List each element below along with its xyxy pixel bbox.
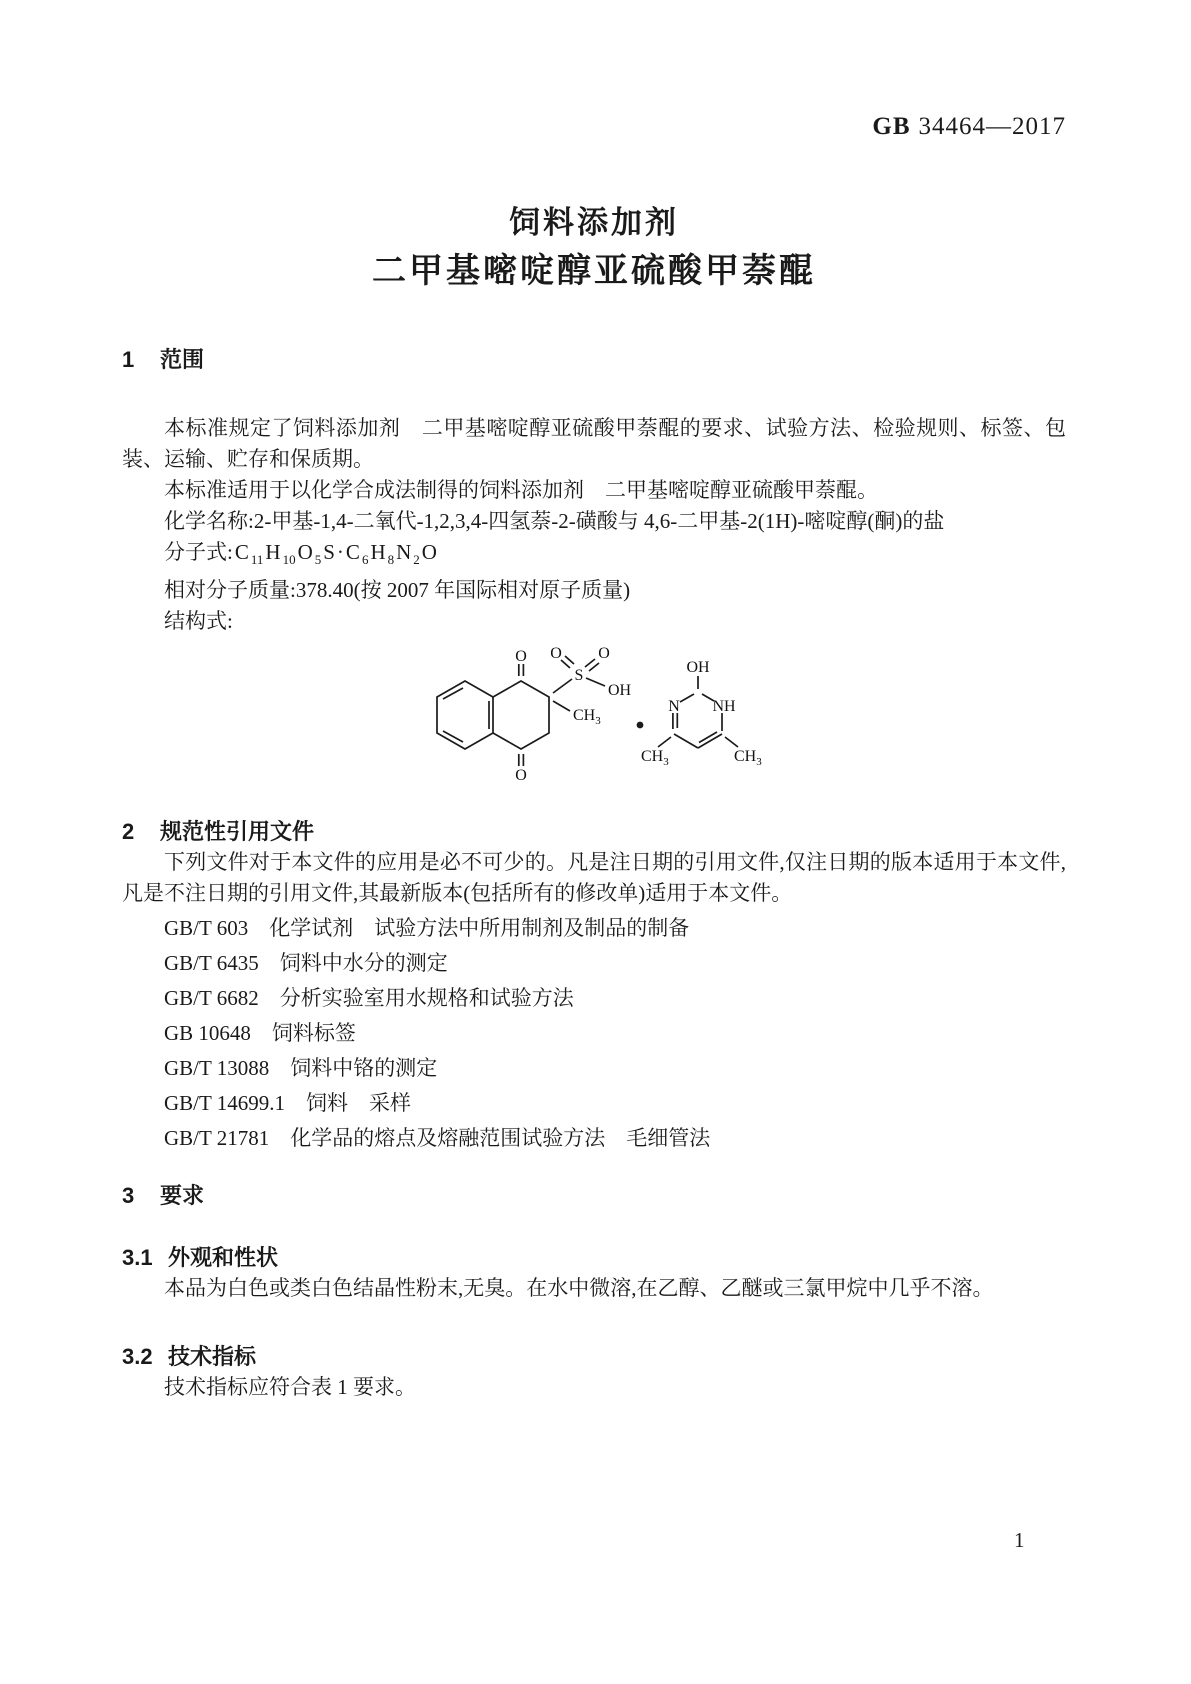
section-3-1-heading [122, 1243, 1066, 1273]
formula-element: H [265, 540, 281, 564]
reference-item: GB/T 21781 化学品的熔点及熔融范围试验方法 毛细管法 [164, 1126, 711, 1151]
formula-element: S [323, 540, 335, 564]
formula-subscript: 2 [413, 552, 420, 568]
s-o-right-double-a [585, 659, 595, 667]
formula-element: C [345, 540, 360, 564]
pyr-ch3-left-bond [658, 737, 671, 747]
pyr-bond-bottom-left [674, 734, 698, 748]
section-1-title: 范围 [160, 347, 205, 372]
formula-element: N [396, 540, 412, 564]
section-3-1-number: 3.1 [122, 1245, 153, 1271]
section-3-title: 要求 [160, 1183, 205, 1209]
reference-item: GB/T 13088 饲料中铬的测定 [164, 1056, 438, 1081]
formula-element: O [421, 540, 437, 564]
section-3-number: 3 [122, 1183, 135, 1209]
molecular-formula-line [122, 537, 1066, 575]
oxygen-label-right: O [598, 645, 610, 663]
s-oh-bond [586, 678, 605, 686]
benzene-ring [437, 681, 493, 749]
methyl-label-left: $CH_3$ [641, 748, 669, 769]
formula-element: · [336, 540, 344, 564]
scope-paragraph-2: 本标准适用于以化学合成法制得的饲料添加剂 二甲基嘧啶醇亚硫酸甲萘醌。 [164, 478, 878, 502]
chemical-structure-diagram [408, 645, 762, 795]
nh-label: NH [712, 698, 736, 716]
normative-references-intro: 下列文件对于本文件的应用是必不可少的。凡是注日期的引用文件,仅注日期的版本适用于本文件,凡是不注日期的引用文件,其最新版本(包括所有的修改单)适用于本文件。 [122, 850, 1066, 906]
formula-subscript: 10 [282, 552, 296, 568]
methyl-label-right: $CH_3$ [734, 748, 762, 769]
section-1-body [122, 413, 1066, 637]
benzene-double-2 [443, 731, 463, 742]
section-3-1-title: 外观和性状 [168, 1245, 279, 1271]
sulfur-label: S [574, 667, 584, 685]
document-title [122, 203, 1066, 293]
formula-subscript: 5 [314, 552, 322, 568]
formula-subscript: 8 [387, 552, 395, 568]
molecular-mass-line: 相对分子质量:378.40(按 2007 年国际相对原子质量) [164, 578, 631, 603]
reference-item: GB/T 14699.1 饲料 采样 [164, 1091, 411, 1116]
structure-svg [408, 645, 762, 795]
reference-item: GB/T 6682 分析实验室用水规格和试验方法 [164, 986, 574, 1011]
standard-code-number: 34464—2017 [918, 113, 1066, 140]
formula-subscript: 6 [361, 552, 369, 568]
reference-item: GB/T 6435 饲料中水分的测定 [164, 951, 448, 976]
section-1-heading [122, 345, 1066, 375]
scope-paragraph-1: 本标准规定了饲料添加剂 二甲基嘧啶醇亚硫酸甲萘醌的要求、试验方法、检验规则、标签、包装、运输、贮存和保质期。 [122, 416, 1066, 471]
benzene-double-1 [443, 688, 463, 699]
c2-s-bond [553, 679, 572, 693]
formula-subscript: 11 [250, 552, 264, 568]
section-2-title: 规范性引用文件 [160, 819, 315, 845]
structure-label: 结构式: [164, 609, 233, 634]
c2-ch3-bond [553, 701, 570, 711]
nitrogen-label: N [668, 698, 680, 716]
appearance-paragraph: 本品为白色或类白色结晶性粉末,无臭。在水中微溶,在乙醇、乙醚或三氯甲烷中几乎不溶。 [164, 1276, 994, 1301]
reference-list [122, 911, 1066, 1156]
reference-item: GB 10648 饲料标签 [164, 1021, 356, 1046]
pyr-double-bottom-right [699, 732, 717, 743]
formula-element: C [234, 540, 249, 564]
formula-element: O [297, 540, 313, 564]
hydroxyl-label: OH [608, 682, 632, 700]
formula-element: H [370, 540, 386, 564]
molecular-formula [234, 540, 439, 568]
formula-label: 分子式: [164, 540, 233, 564]
quinone-ring [493, 681, 549, 749]
oxygen-label-bottom: O [515, 767, 527, 785]
section-3-heading [122, 1181, 1066, 1211]
section-3-2-heading [122, 1342, 1066, 1372]
section-2-heading [122, 817, 1066, 847]
title-line-1: 饲料添加剂 [509, 205, 679, 240]
hydroxyl-label-pyrimidine: OH [686, 659, 710, 677]
title-line-2: 二甲基嘧啶醇亚硫酸甲萘醌 [372, 252, 816, 290]
section-3-2-title: 技术指标 [168, 1344, 257, 1370]
s-o-left-double-b [565, 656, 574, 664]
page-number: 1 [1014, 1528, 1025, 1552]
standard-code-prefix: GB [872, 113, 911, 140]
technical-index-paragraph: 技术指标应符合表 1 要求。 [164, 1375, 416, 1400]
oxygen-label-top: O [515, 648, 527, 666]
section-3-2-number: 3.2 [122, 1344, 153, 1370]
chemical-name-line: 化学名称:2-甲基-1,4-二氧代-1,2,3,4-四氢萘-2-磺酸与 4,6-二甲基-2(1H)-嘧啶醇(酮)的盐 [164, 509, 945, 533]
section-2-number: 2 [122, 819, 135, 845]
pyr-ch3-right-bond [725, 737, 738, 747]
s-o-left-double-a [561, 660, 570, 668]
methyl-label-quinone: $CH_3$ [573, 707, 601, 728]
s-o-right-double-b [589, 663, 599, 671]
reference-item: GB/T 603 化学试剂 试验方法中所用制剂及制品的制备 [164, 916, 690, 941]
section-1-number: 1 [122, 347, 135, 372]
salt-dot [637, 722, 644, 729]
oxygen-label-left: O [550, 645, 562, 663]
standard-code [122, 0, 1066, 143]
pyr-bond-top-n [680, 694, 694, 702]
